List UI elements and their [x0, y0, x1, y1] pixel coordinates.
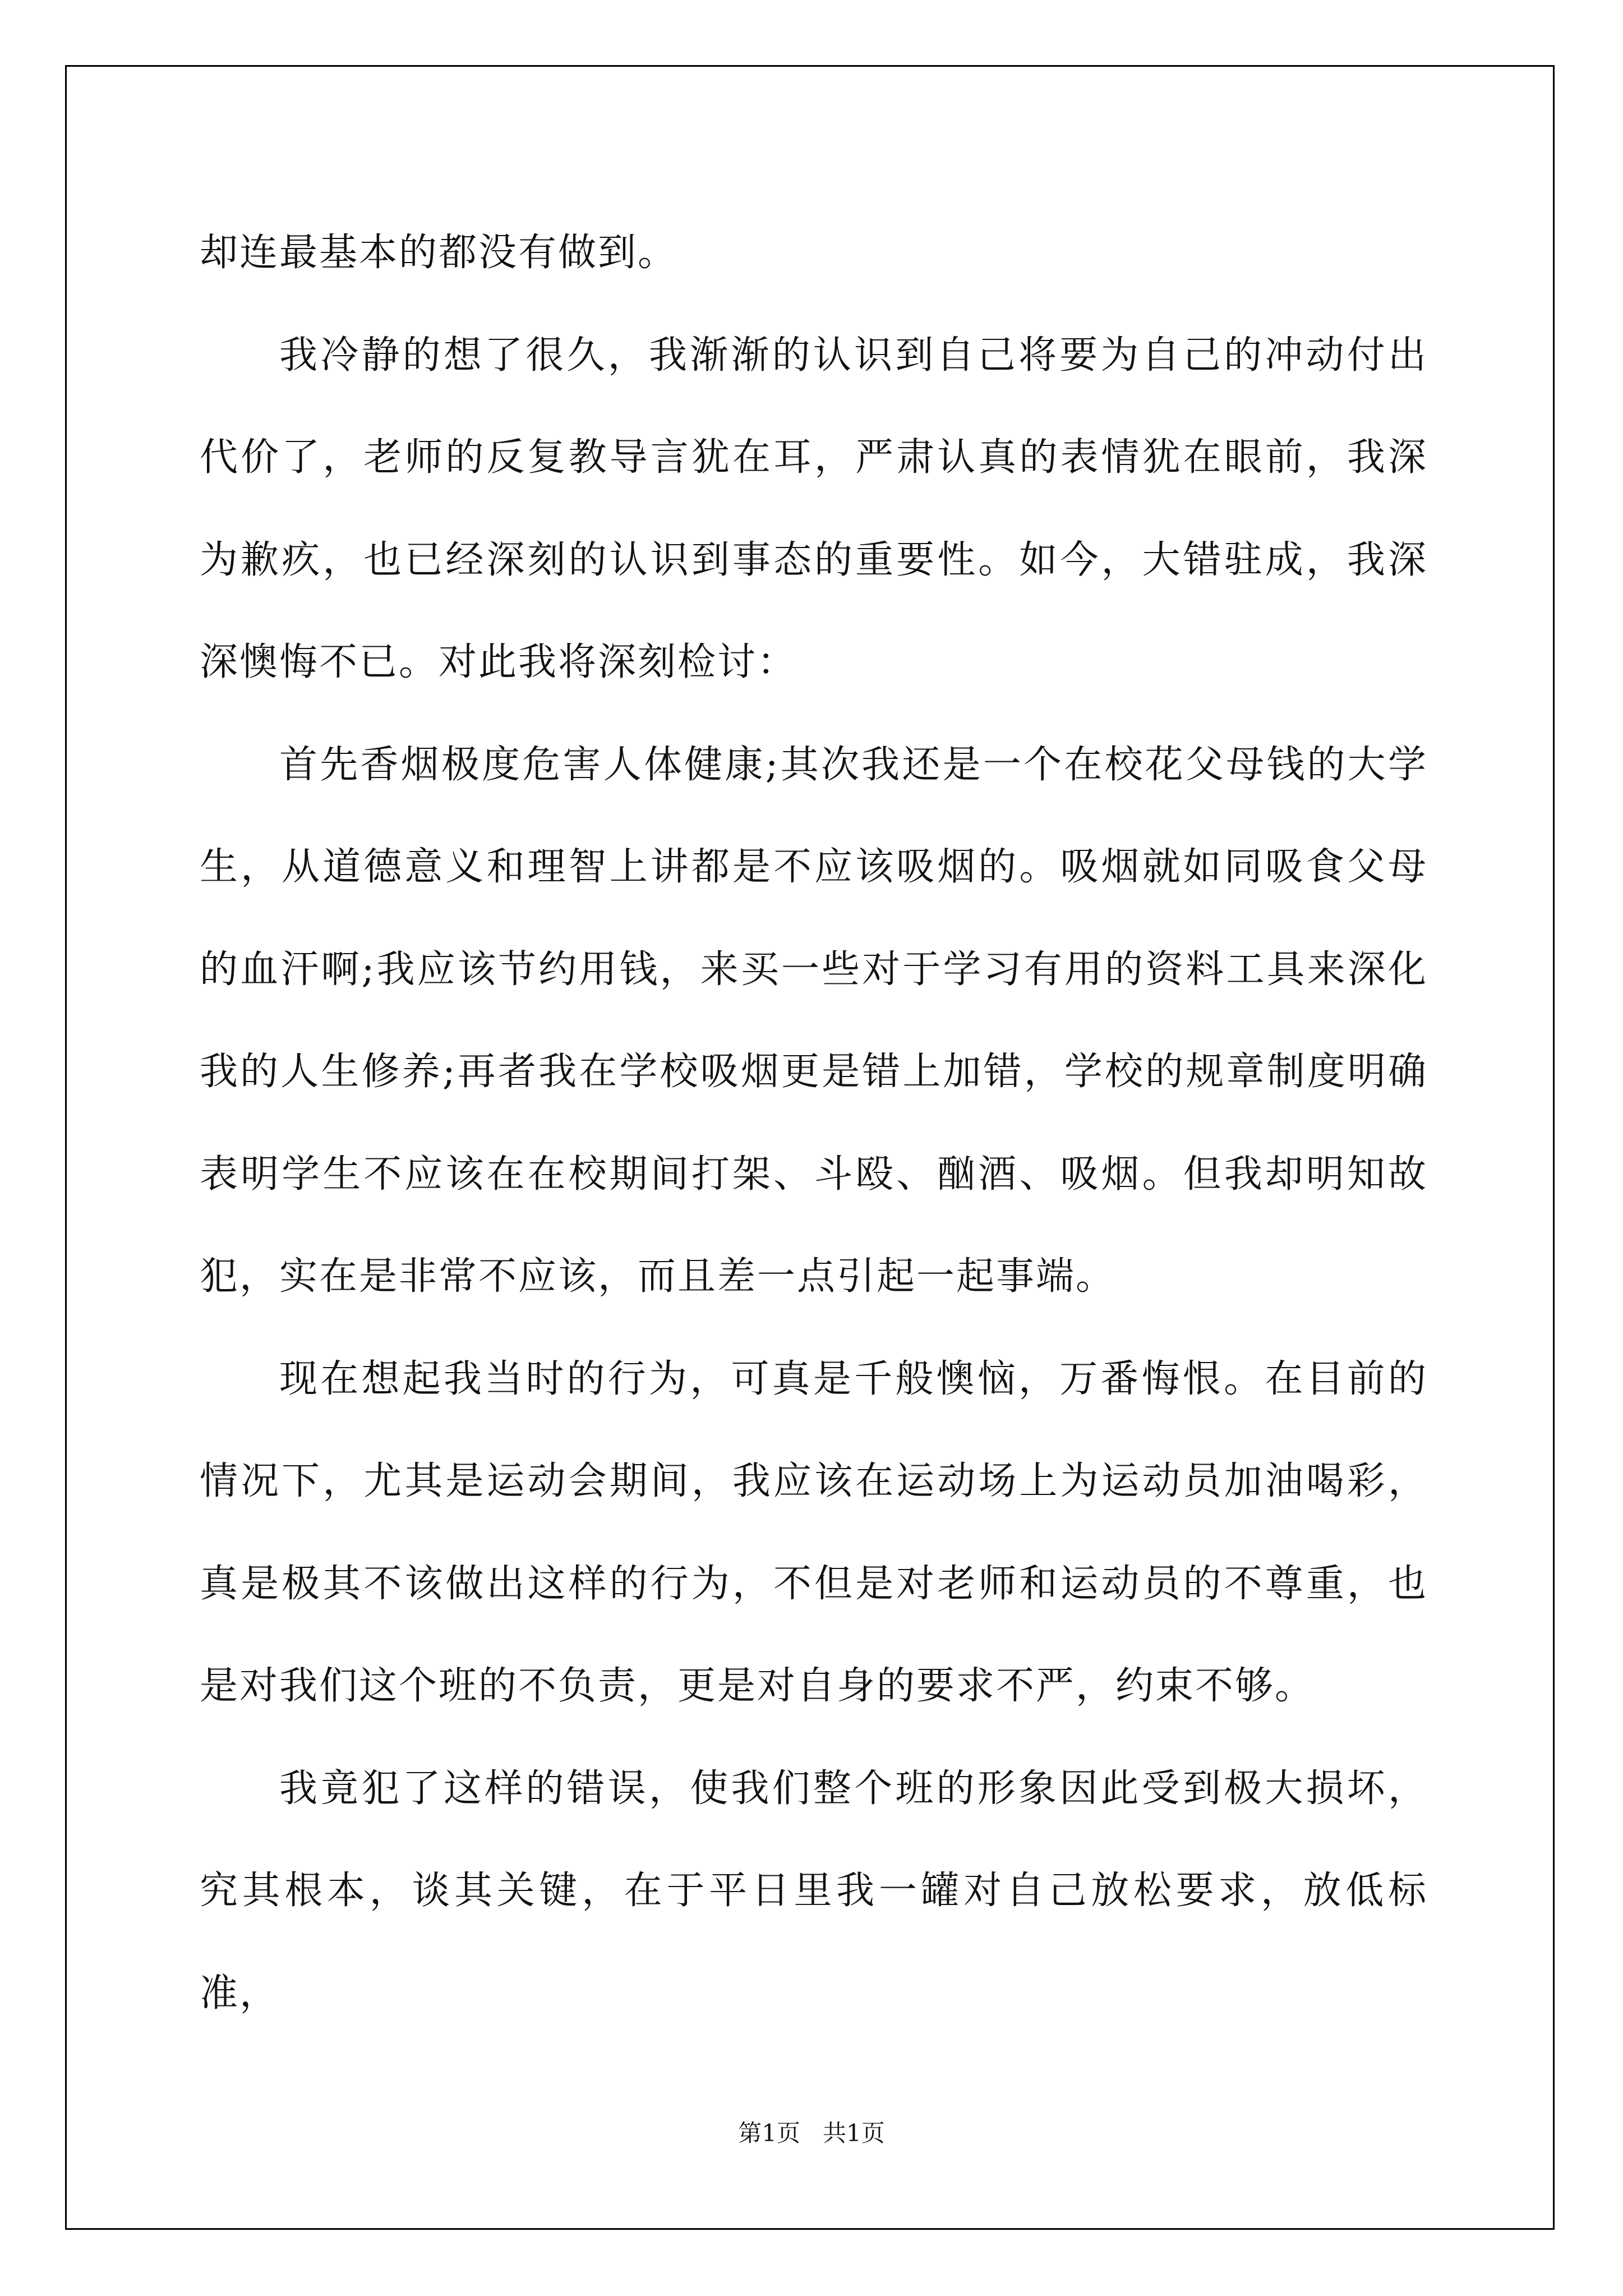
- page-number-total: 共1页: [823, 2119, 885, 2147]
- paragraph-4: 现在想起我当时的行为，可真是千般懊恼，万番悔恨。在目前的情况下，尤其是运动会期间，我应该在运动场上为运动员加油喝彩，真是极其不该做出这样的行为，不但是对老师和运动员的不尊重，也是对我们这个班的不负责，更是对自身的要求不严，约束不够。: [200, 1356, 1428, 1708]
- paragraph-5: 我竟犯了这样的错误，使我们整个班的形象因此受到极大损坏，究其根本，谈其关键，在于平日里我一罐对自己放松要求，放低标准，: [200, 1766, 1428, 2016]
- paragraph-3: 首先香烟极度危害人体健康;其次我还是一个在校花父母钱的大学生，从道德意义和理智上讲都是不应该吸烟的。吸烟就如同吸食父母的血汗啊;我应该节约用钱，来买一些对于学习有用的资料工具来深化我的人生修养;再者我在学校吸烟更是错上加错，学校的规章制度明确表明学生不应该在在校期间打架、斗殴、酗酒、吸烟。但我却明知故犯，实在是非常不应该，而且差一点引起一起事端。: [200, 742, 1428, 1299]
- paragraph-1: 却连最基本的都没有做到。: [200, 231, 678, 275]
- paragraph-2: 我冷静的想了很久，我渐渐的认识到自己将要为自己的冲动付出代价了，老师的反复教导言犹在耳，严肃认真的表情犹在眼前，我深为歉疚，也已经深刻的认识到事态的重要性。如今，大错驻成，我深深懊悔不已。对此我将深刻检讨：: [200, 333, 1428, 684]
- page-footer: [0, 2115, 1623, 2148]
- page-number-current: 第1页: [738, 2119, 800, 2147]
- document-body: [200, 202, 1428, 2045]
